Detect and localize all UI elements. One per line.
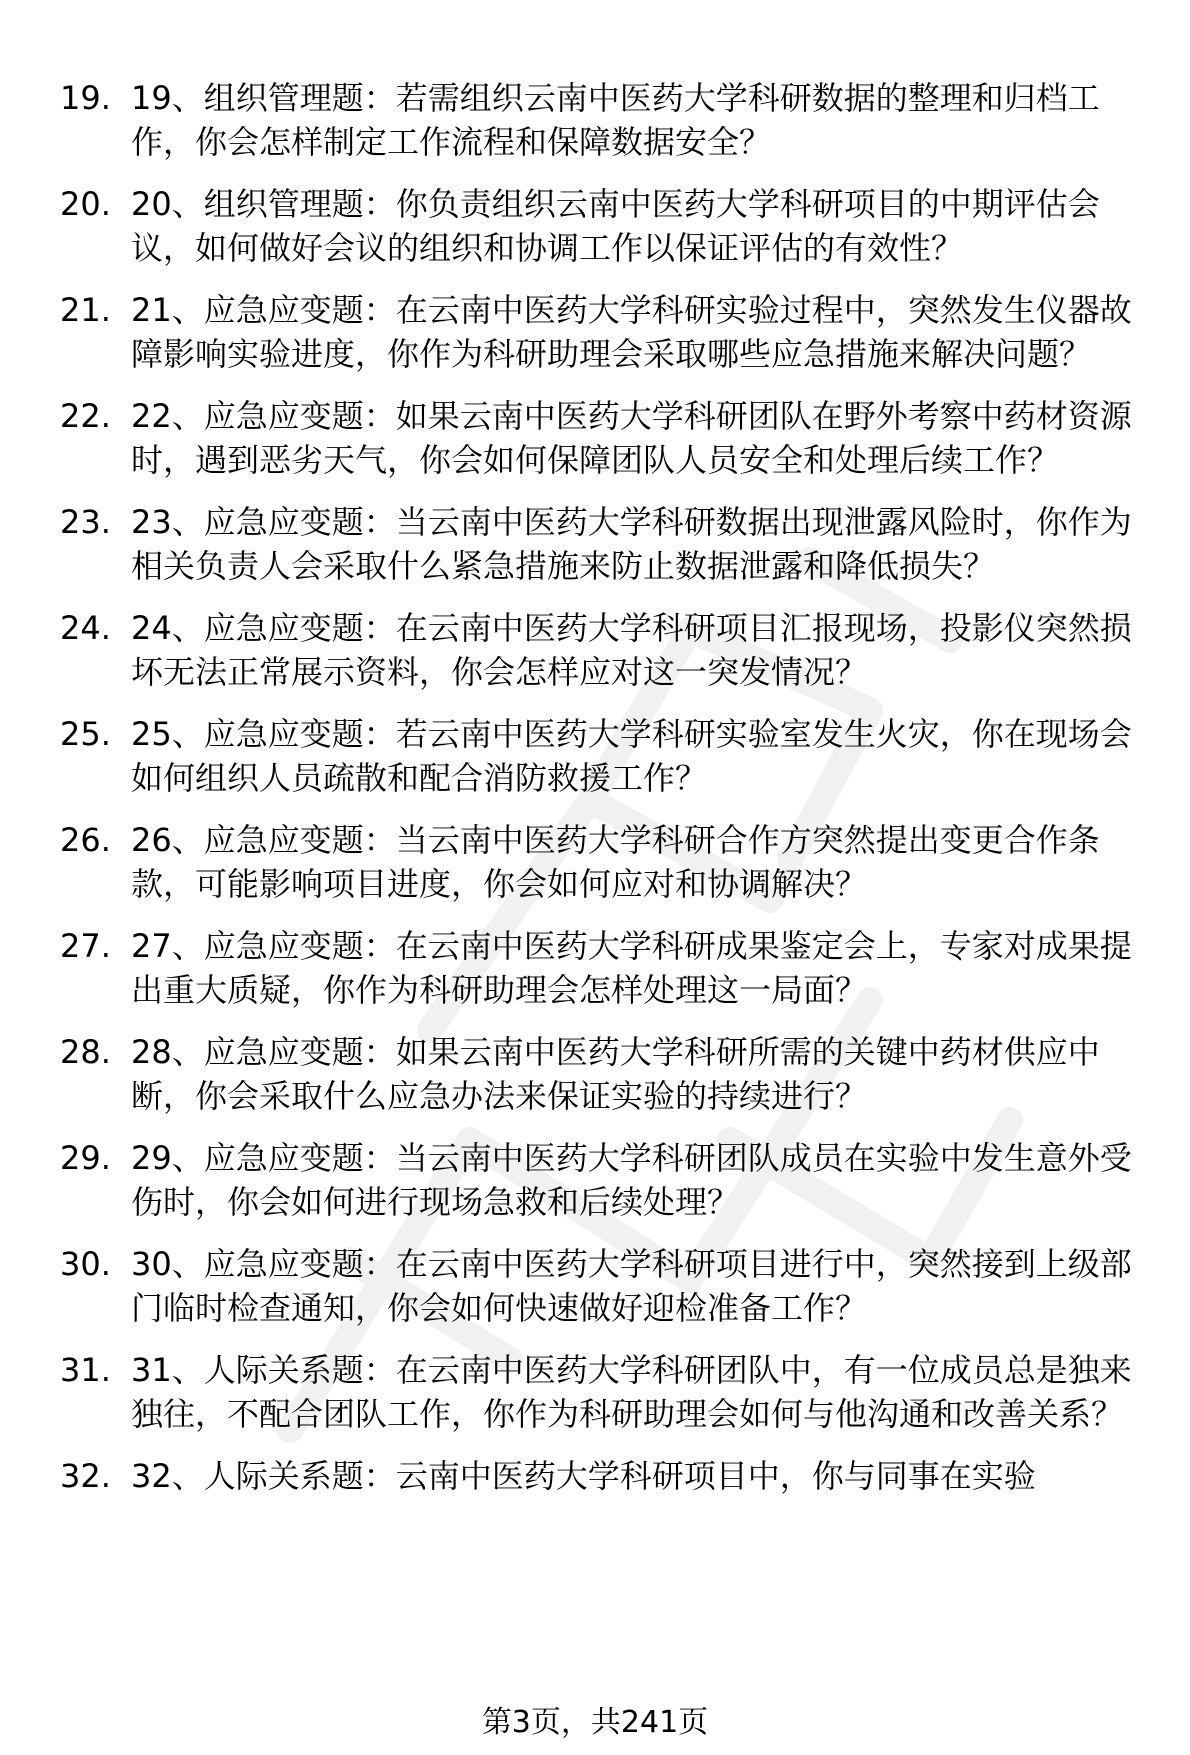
- question-number: 25.: [60, 715, 111, 753]
- question-item: [0, 500, 1190, 588]
- question-number: 21.: [60, 291, 111, 329]
- question-item: [0, 606, 1190, 694]
- question-text: 23、应急应变题：当云南中医药大学科研数据出现泄露风险时，你作为相关负责人会采取什么紧急措施来防止数据泄露和降低损失？: [131, 503, 1132, 585]
- question-text: 24、应急应变题：在云南中医药大学科研项目汇报现场，投影仪突然损坏无法正常展示资料，你会怎样应对这一突发情况？: [131, 609, 1132, 691]
- question-item: [0, 76, 1190, 164]
- question-text: 28、应急应变题：如果云南中医药大学科研所需的关键中药材供应中断，你会采取什么应急办法来保证实验的持续进行？: [131, 1033, 1100, 1115]
- question-item: [0, 288, 1190, 376]
- question-number: 30.: [60, 1245, 111, 1283]
- question-number: 23.: [60, 503, 111, 541]
- question-number: 19.: [60, 79, 111, 117]
- question-number: 27.: [60, 927, 111, 965]
- question-item: [0, 924, 1190, 1012]
- question-text: 31、人际关系题：在云南中医药大学科研团队中，有一位成员总是独来独往，不配合团队工作，你作为科研助理会如何与他沟通和改善关系？: [131, 1351, 1132, 1433]
- question-text: 25、应急应变题：若云南中医药大学科研实验室发生火灾，你在现场会如何组织人员疏散和配合消防救援工作？: [131, 715, 1132, 797]
- question-number: 26.: [60, 821, 111, 859]
- question-text: 19、组织管理题：若需组织云南中医药大学科研数据的整理和归档工作，你会怎样制定工作流程和保障数据安全？: [131, 79, 1100, 161]
- question-number: 32.: [60, 1457, 111, 1495]
- question-item: [0, 1030, 1190, 1118]
- question-text: 22、应急应变题：如果云南中医药大学科研团队在野外考察中药材资源时，遇到恶劣天气，你会如何保障团队人员安全和处理后续工作？: [131, 397, 1132, 479]
- question-text: 30、应急应变题：在云南中医药大学科研项目进行中，突然接到上级部门临时检查通知，你会如何快速做好迎检准备工作？: [131, 1245, 1132, 1327]
- question-text: 21、应急应变题：在云南中医药大学科研实验过程中，突然发生仪器故障影响实验进度，你作为科研助理会采取哪些应急措施来解决问题？: [131, 291, 1132, 373]
- question-number: 28.: [60, 1033, 111, 1071]
- question-number: 24.: [60, 609, 111, 647]
- question-number: 31.: [60, 1351, 111, 1389]
- question-text: 27、应急应变题：在云南中医药大学科研成果鉴定会上，专家对成果提出重大质疑，你作为科研助理会怎样处理这一局面？: [131, 927, 1132, 1009]
- question-text: 32、人际关系题：云南中医药大学科研项目中，你与同事在实验: [131, 1457, 1036, 1495]
- page-footer: 第3页，共241页: [481, 1705, 709, 1740]
- question-item: [0, 182, 1190, 270]
- question-item: [0, 394, 1190, 482]
- question-item: [0, 1242, 1190, 1330]
- question-text: 29、应急应变题：当云南中医药大学科研团队成员在实验中发生意外受伤时，你会如何进行现场急救和后续处理？: [131, 1139, 1132, 1221]
- question-number: 22.: [60, 397, 111, 435]
- question-text: 26、应急应变题：当云南中医药大学科研合作方突然提出变更合作条款，可能影响项目进度，你会如何应对和协调解决？: [131, 821, 1100, 903]
- question-item: [0, 1454, 1190, 1498]
- question-item: [0, 1136, 1190, 1224]
- question-number: 29.: [60, 1139, 111, 1177]
- question-item: [0, 1348, 1190, 1436]
- question-item: [0, 818, 1190, 906]
- question-list: [0, 76, 1190, 1516]
- question-item: [0, 712, 1190, 800]
- question-text: 20、组织管理题：你负责组织云南中医药大学科研项目的中期评估会议，如何做好会议的组织和协调工作以保证评估的有效性？: [131, 185, 1100, 267]
- question-number: 20.: [60, 185, 111, 223]
